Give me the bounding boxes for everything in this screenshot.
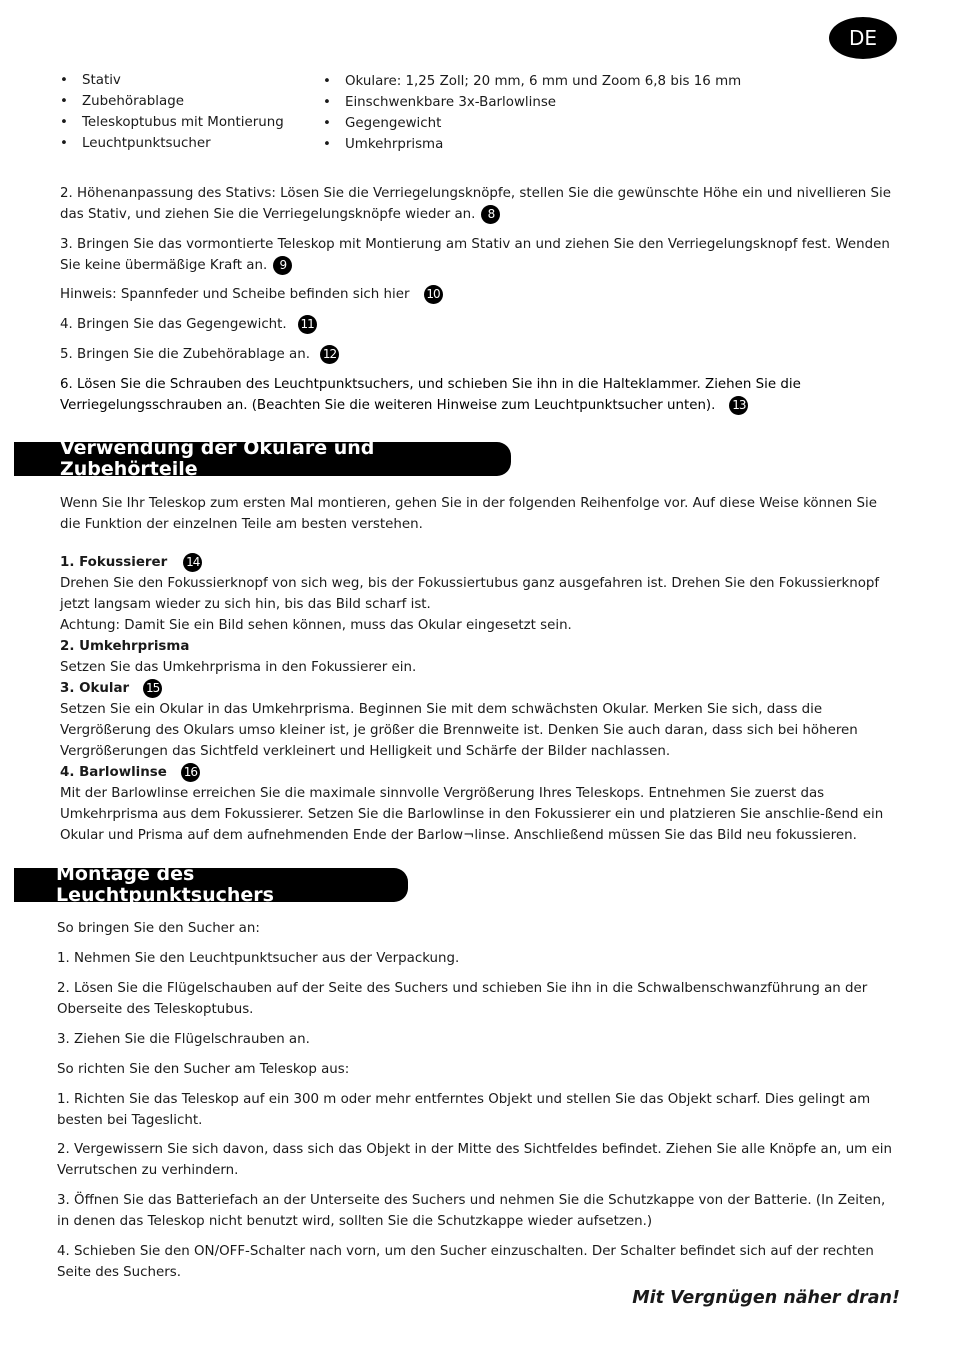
list-item: • Umkehrprisma xyxy=(323,134,741,155)
prism-heading: 2. Umkehrprisma xyxy=(60,639,190,654)
list-item: • Zubehörablage xyxy=(60,91,284,112)
finder-paragraph: 3. Öffnen Sie das Batteriefach an der Unterseite des Suchers und nehmen Sie die Schutzkappe von der Batterie. (In Zeiten, in denen das Teleskop nicht benutzt wird, sollten Sie die Schutzkappe wieder aufsetzen.) xyxy=(57,1193,886,1229)
figure-number-badge: 11 xyxy=(298,315,317,334)
barlow-heading: 4. Barlowlinse 16 xyxy=(60,762,900,783)
finder-paragraph: 1. Richten Sie das Teleskop auf ein 300 m oder mehr entferntes Objekt und stellen Sie das Objekt scharf. Dies gelingt am besten bei Tageslicht. xyxy=(57,1092,871,1128)
list-item: • Teleskoptubus mit Montierung xyxy=(60,112,284,133)
figure-number-badge: 13 xyxy=(729,396,748,415)
section-header-eyepieces: Verwendung der Okulare und Zubehörteile xyxy=(14,442,511,476)
list-item: • Leuchtpunktsucher xyxy=(60,133,284,154)
hint: Hinweis: Spannfeder und Scheibe befinden sich hier 10 xyxy=(60,284,900,305)
figure-number-badge: 16 xyxy=(181,763,200,782)
finder-paragraph: 1. Nehmen Sie den Leuchtpunktsucher aus der Verpackung. xyxy=(57,951,460,966)
finder-paragraph: 3. Ziehen Sie die Flügelschrauben an. xyxy=(57,1032,310,1047)
figure-number-badge: 15 xyxy=(143,679,162,698)
list-item: • Gegengewicht xyxy=(323,113,741,134)
eyepiece-text: Setzen Sie ein Okular in das Umkehrprisma. Beginnen Sie mit dem schwächsten Okular. Merken Sie sich, dass die Vergrößerung des Okulars umso kleiner ist, je größer die Brennweite ist. Denken Sie auch daran, dass sich bei höheren Vergrößerungen das Sichtfeld verkleinert und Helligkeit und Schärfe der Bilder nachlassen. xyxy=(60,702,858,759)
finder-paragraph: 2. Lösen Sie die Flügelschauben auf der Seite des Suchers und schieben Sie ihn in die Schwalbenschwanzführung an der Oberseite des Teleskoptubus. xyxy=(57,981,868,1017)
finder-paragraph: So richten Sie den Sucher am Teleskop aus: xyxy=(57,1062,350,1077)
figure-number-badge: 8 xyxy=(481,205,500,224)
section1-body xyxy=(60,552,900,846)
list-item: • Stativ xyxy=(60,70,284,91)
list-item: • Okulare: 1,25 Zoll; 20 mm, 6 mm und Zoom 6,8 bis 16 mm xyxy=(323,71,741,92)
step-5: 5. Bringen Sie die Zubehörablage an. 12 xyxy=(60,344,900,365)
footer-slogan: Mit Vergnügen näher dran! xyxy=(632,1288,900,1308)
step-6: 6. Lösen Sie die Schrauben des Leuchtpunktsuchers, und schieben Sie ihn in die Halteklammer. Ziehen Sie die Verriegelungsschrauben an. (Beachten Sie die weiteren Hinweise zum Leuchtpunktsucher unten). 13 xyxy=(60,377,801,413)
barlow-text: Mit der Barlowlinse erreichen Sie die maximale sinnvolle Vergrößerung Ihres Teleskops. Entnehmen Sie zuerst das Umkehrprisma aus dem Fokussierer. Setzen Sie die Barlowlinse in den Fokussierer ein und platzieren Sie anschlie-ßend ein Okular und Prisma auf dem aufnehmenden Ende der Barlow¬linse. Anschließend müssen Sie das Bild neu fokussieren. xyxy=(60,786,884,843)
step-2: 2. Höhenanpassung des Stativs: Lösen Sie die Verriegelungsknöpfe, stellen Sie die gewünschte Höhe ein und nivellieren Sie das Stativ, und ziehen Sie die Verriegelungsknöpfe wieder an. 8 xyxy=(60,186,892,222)
figure-number-badge: 10 xyxy=(424,285,443,304)
eyepiece-heading: 3. Okular 15 xyxy=(60,678,900,699)
parts-list-right xyxy=(323,71,741,155)
figure-number-badge: 9 xyxy=(273,256,292,275)
figure-number-badge: 14 xyxy=(183,553,202,572)
focuser-text: Drehen Sie den Fokussierknopf von sich weg, bis der Fokussiertubus ganz ausgefahren ist. Drehen Sie den Fokussierknopf jetzt langsam wieder zu sich hin, bis das Bild scharf ist. xyxy=(60,576,880,612)
finder-paragraph: 2. Vergewissern Sie sich davon, dass sich das Objekt in der Mitte des Sichtfeldes befindet. Ziehen Sie alle Knöpfe an, um ein Verrutschen zu verhindern. xyxy=(57,1142,892,1178)
finder-paragraph: 4. Schieben Sie den ON/OFF-Schalter nach vorn, um den Sucher einzuschalten. Der Schalter befindet sich auf der rechten Seite des Suchers. xyxy=(57,1244,874,1280)
section1-intro: Wenn Sie Ihr Teleskop zum ersten Mal montieren, gehen Sie in der folgenden Reihenfolge vor. Auf diese Weise können Sie die Funktion der einzelnen Teile am besten verstehen. xyxy=(60,496,877,532)
step-3: 3. Bringen Sie das vormontierte Teleskop mit Montierung am Stativ an und ziehen Sie den Verriegelungsknopf fest. Wenden Sie keine übermäßige Kraft an. 9 xyxy=(60,237,890,273)
focuser-heading: 1. Fokussierer 14 xyxy=(60,552,900,573)
figure-number-badge: 12 xyxy=(320,345,339,364)
step-4: 4. Bringen Sie das Gegengewicht. 11 xyxy=(60,314,900,335)
section-header-finder: Montage des Leuchtpunktsuchers xyxy=(14,868,408,902)
prism-text: Setzen Sie das Umkehrprisma in den Fokussierer ein. xyxy=(60,660,417,675)
list-item: • Einschwenkbare 3x-Barlowlinse xyxy=(323,92,741,113)
focuser-note: Achtung: Damit Sie ein Bild sehen können, muss das Okular eingesetzt sein. xyxy=(60,618,572,633)
language-badge: DE xyxy=(829,17,897,59)
parts-list-left xyxy=(60,70,284,154)
finder-paragraph: So bringen Sie den Sucher an: xyxy=(57,921,260,936)
